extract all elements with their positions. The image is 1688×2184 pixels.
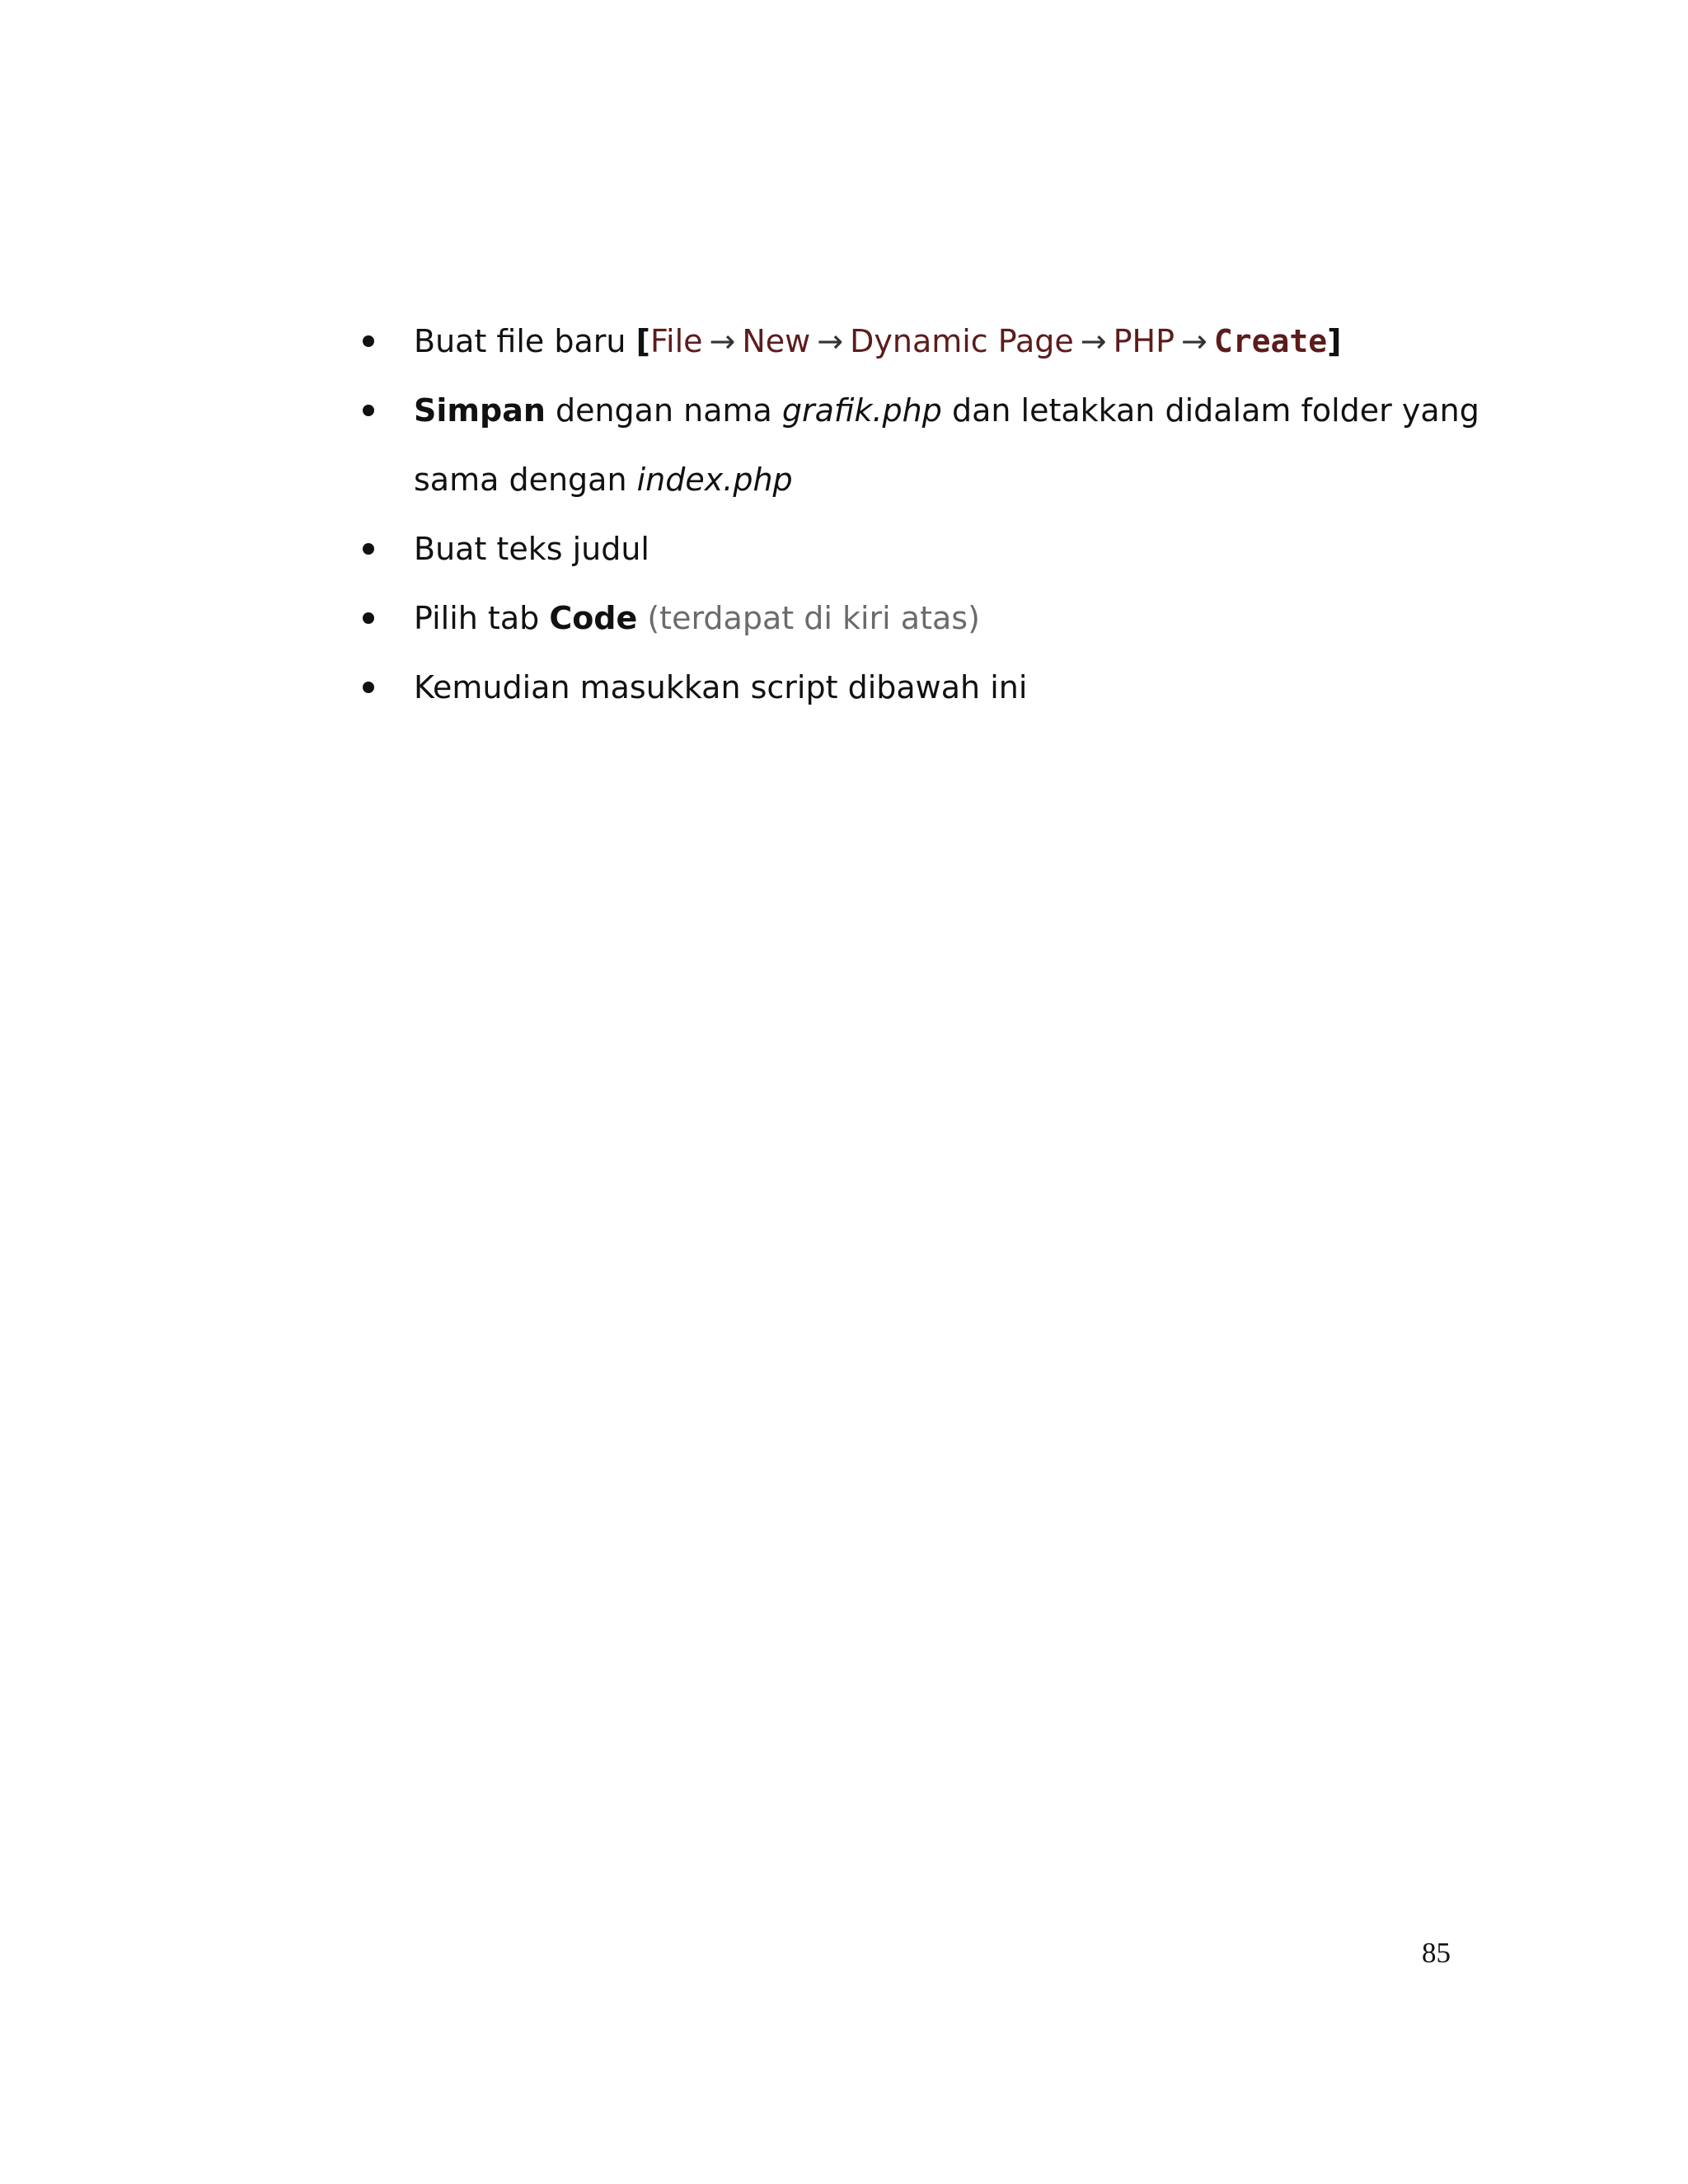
menu-create: Create (1213, 323, 1328, 359)
save-keyword: Simpan (414, 392, 546, 429)
open-bracket: [ (635, 323, 650, 359)
code-tab-text: Pilih tab (414, 600, 550, 636)
list-item-save-file (350, 376, 1521, 445)
bullet-icon (363, 335, 374, 347)
list-item-code-tab (350, 583, 1521, 653)
save-text-a: dengan nama (545, 392, 782, 429)
index-file-name: index.php (636, 462, 793, 498)
code-tab-note: (terdapat di kiri atas) (637, 600, 980, 636)
list-item-insert-script (350, 653, 1521, 722)
menu-path (650, 323, 1327, 359)
page-number: 85 (1422, 1937, 1451, 1969)
title-text-instruction: Buat teks judul (414, 531, 649, 567)
bullet-icon (363, 543, 374, 555)
list-item-save-continuation (350, 445, 1521, 514)
save-text-b: dan letakkan didalam folder yang (941, 392, 1479, 429)
instruction-list (350, 307, 1521, 722)
continuation-text: sama dengan (414, 462, 637, 498)
menu-dynamic-page: Dynamic Page (850, 323, 1074, 359)
create-file-prefix: Buat file baru (414, 323, 636, 359)
bullet-icon (363, 612, 374, 624)
arrow-right-icon: → (709, 323, 736, 359)
list-item-title-text (350, 514, 1521, 583)
bullet-icon (363, 682, 374, 693)
code-keyword: Code (549, 600, 638, 636)
menu-new: New (742, 323, 811, 359)
bullet-icon (363, 405, 374, 416)
arrow-right-icon: → (1080, 323, 1107, 359)
file-name: grafik.php (781, 392, 942, 429)
list-item-create-file (350, 307, 1521, 376)
menu-php: PHP (1113, 323, 1175, 359)
menu-file: File (649, 323, 703, 359)
close-bracket: ] (1327, 323, 1342, 359)
arrow-right-icon: → (817, 323, 844, 359)
insert-script-text: Kemudian masukkan script dibawah ini (414, 669, 1028, 705)
page-content (350, 307, 1521, 722)
arrow-right-icon: → (1181, 323, 1207, 359)
